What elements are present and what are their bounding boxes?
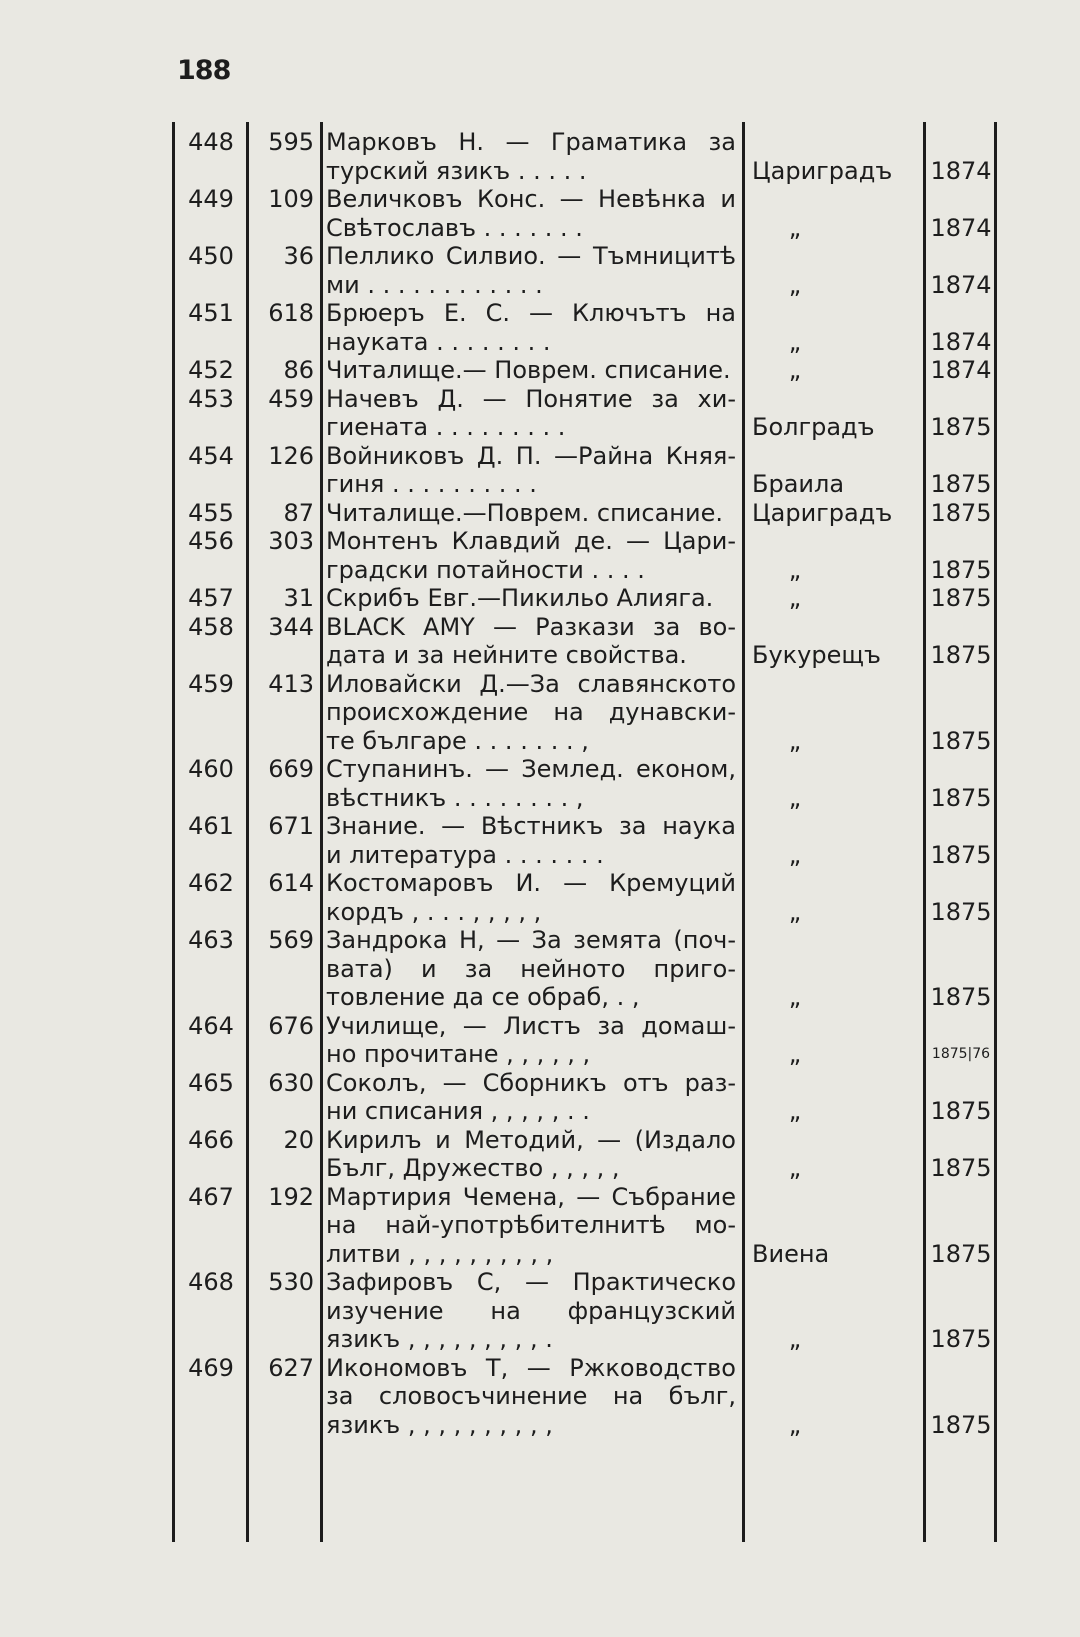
catalog-number: 459 [268, 384, 314, 413]
entry-number: 457 [188, 584, 234, 612]
entry-title-line: Скрибъ Евг.—Пикильо Алияга. [326, 584, 714, 612]
entry-number: 453 [188, 384, 234, 413]
table-row [0, 128, 1080, 185]
catalog-number: 31 [283, 584, 314, 612]
publication-year: 1875 [930, 641, 992, 669]
publication-place: „ [788, 555, 802, 584]
catalog-number: 126 [268, 441, 314, 470]
entry-title-line: Кирилъ и Методий, — (Издало [326, 1125, 736, 1154]
catalog-number: 614 [268, 869, 314, 897]
publication-place: Цариградъ [752, 156, 893, 185]
table-row [0, 1354, 1080, 1440]
table-row [0, 442, 1080, 499]
table-row [0, 1183, 1080, 1269]
publication-place: „ [788, 356, 802, 384]
publication-year: 1875 [930, 1154, 992, 1182]
entry-title-line: изучение на французский [326, 1296, 736, 1325]
entry-number: 451 [188, 299, 234, 327]
entry-number: 455 [188, 498, 234, 527]
entry-title-line: кордъ , . . . , , , , , [326, 897, 542, 926]
entry-title-line: гиня . . . . . . . . . . [326, 470, 537, 498]
catalog-number: 344 [268, 612, 314, 641]
entry-title-line: язикъ , , , , , , , , , , [326, 1410, 553, 1439]
entry-title-line: товление да се обраб, . , [326, 983, 640, 1011]
catalog-number: 627 [268, 1353, 314, 1382]
table-row [0, 242, 1080, 299]
entry-title-line: Иловайски Д.—За славянското [326, 669, 736, 698]
entry-title-line: вата) и за нейното приго- [326, 954, 736, 983]
publication-place: Болградъ [752, 413, 875, 441]
catalog-number: 569 [268, 926, 314, 954]
entry-number: 469 [188, 1353, 234, 1382]
entry-number: 462 [188, 869, 234, 897]
catalog-number: 630 [268, 1068, 314, 1097]
entry-title-line: но прочитане , , , , , , [326, 1040, 591, 1068]
table-row [0, 356, 1080, 385]
entry-title-line: Бълг, Дружество , , , , , [326, 1154, 620, 1182]
entry-title-line: градски потайности . . . . [326, 555, 645, 584]
entry-title-line: Читалище.— Поврем. списание. [326, 356, 731, 384]
entry-title-line: ми . . . . . . . . . . . . [326, 270, 543, 299]
publication-year: 1875 [930, 983, 992, 1011]
publication-year: 1874 [930, 327, 992, 356]
catalog-number: 669 [268, 755, 314, 783]
entry-title-line: Соколъ, — Сборникъ отъ раз- [326, 1068, 736, 1097]
entry-title-line: науката . . . . . . . . [326, 327, 551, 356]
publication-year: 1875 [930, 413, 992, 441]
entry-number: 464 [188, 1011, 234, 1040]
publication-place: Браила [752, 470, 845, 498]
publication-place: „ [788, 327, 802, 356]
entry-title-line: Монтенъ Клавдий де. — Цари- [326, 527, 736, 555]
entry-title-line: Свѣтославъ . . . . . . . [326, 213, 583, 242]
publication-year: 1874 [930, 270, 992, 299]
entry-number: 467 [188, 1182, 234, 1211]
catalog-number: 86 [283, 356, 314, 384]
table-row [0, 869, 1080, 926]
table-row [0, 584, 1080, 613]
table-row [0, 926, 1080, 1012]
publication-place: „ [788, 1325, 802, 1353]
entry-number: 449 [188, 185, 234, 213]
publication-year: 1875 [930, 726, 992, 755]
entry-number: 460 [188, 755, 234, 783]
table-row [0, 385, 1080, 442]
catalog-number: 192 [268, 1182, 314, 1211]
catalog-number: 671 [268, 812, 314, 840]
publication-year: 1875 [930, 897, 992, 926]
catalog-number: 109 [268, 185, 314, 213]
entry-title-line: Читалище.—Поврем. списание. [326, 498, 723, 527]
publication-place: „ [788, 213, 802, 242]
entry-title-line: Величковъ Конс. — Невѣнка и [326, 185, 736, 213]
entry-title-line: и литература . . . . . . . [326, 840, 604, 869]
table-row [0, 527, 1080, 584]
entry-title-line: те българе . . . . . . . , [326, 726, 589, 755]
publication-year: 1875 [930, 470, 992, 498]
entry-title-line: происхождение на дунавски- [326, 698, 736, 726]
publication-place: „ [788, 840, 802, 869]
publication-place: „ [788, 1410, 802, 1439]
publication-place: Цариградъ [752, 498, 893, 527]
entry-number: 448 [188, 128, 234, 156]
entry-title-line: BLACK AMY — Разкази за во- [326, 612, 736, 641]
catalog-number: 87 [283, 498, 314, 527]
entry-title-line: Костомаровъ И. — Кремуций [326, 869, 736, 897]
entry-number: 459 [188, 669, 234, 698]
entry-title-line: Брюеръ Е. С. — Ключътъ на [326, 299, 736, 327]
entry-number: 463 [188, 926, 234, 954]
entry-number: 465 [188, 1068, 234, 1097]
entry-number: 461 [188, 812, 234, 840]
entry-title-line: Начевъ Д. — Понятие за хи- [326, 384, 736, 413]
catalog-number: 36 [283, 242, 314, 270]
catalog-number: 530 [268, 1268, 314, 1296]
publication-year: 1875 [930, 840, 992, 869]
entry-title-line: Ступанинъ. — Землед. економ, [326, 755, 736, 783]
entry-title-line: Училище, — Листъ за домаш- [326, 1011, 736, 1040]
publication-place: „ [788, 270, 802, 299]
entry-title-line: Зандрока Н, — За земята (поч- [326, 926, 736, 954]
publication-place: „ [788, 983, 802, 1011]
publication-place: „ [788, 584, 802, 612]
entry-title-line: Икономовъ Т, — Ржководство [326, 1353, 736, 1382]
table-row [0, 755, 1080, 812]
entry-number: 456 [188, 527, 234, 555]
entry-number: 454 [188, 441, 234, 470]
publication-year: 1875 [930, 1097, 992, 1125]
entry-title-line: литви , , , , , , , , , , [326, 1239, 554, 1268]
publication-place: Виена [752, 1239, 830, 1268]
entry-title-line: за словосъчинение на бълг, [326, 1382, 736, 1410]
table-row [0, 812, 1080, 869]
publication-year: 1875 [930, 783, 992, 812]
publication-year: 1875 [930, 1410, 992, 1439]
entry-title-line: Зафировъ С, — Практическо [326, 1268, 736, 1296]
publication-year: 1874 [930, 156, 992, 185]
publication-place: „ [788, 1040, 802, 1068]
entry-title-line: Марковъ Н. — Граматика за [326, 128, 736, 156]
catalog-number: 618 [268, 299, 314, 327]
entry-title-line: ни списания , , , , , . . [326, 1097, 590, 1125]
publication-place: „ [788, 897, 802, 926]
table-row [0, 1268, 1080, 1354]
table-row [0, 185, 1080, 242]
publication-year: 1874 [930, 213, 992, 242]
entry-title-line: дата и за нейните свойства. [326, 641, 687, 669]
publication-year: 1875 [930, 584, 992, 612]
catalog-number: 303 [268, 527, 314, 555]
publication-year: 1875 [930, 498, 992, 527]
catalog-number: 413 [268, 669, 314, 698]
publication-year: 1874 [930, 356, 992, 384]
entry-title-line: Знание. — Вѣстникъ за наука [326, 812, 736, 840]
catalog-number: 595 [268, 128, 314, 156]
table-row [0, 499, 1080, 528]
entry-title-line: на най-употрѣбителнитѣ мо- [326, 1211, 736, 1239]
publication-year: 1875|76 [931, 1046, 991, 1062]
entry-number: 466 [188, 1125, 234, 1154]
table-row [0, 670, 1080, 756]
table-row [0, 1126, 1080, 1183]
entry-title-line: язикъ , , , , , , , , , . [326, 1325, 553, 1353]
publication-year: 1875 [930, 1325, 992, 1353]
catalog-number: 20 [283, 1125, 314, 1154]
entry-number: 450 [188, 242, 234, 270]
table-row [0, 1012, 1080, 1069]
publication-year: 1875 [930, 555, 992, 584]
publication-year: 1875 [930, 1239, 992, 1268]
entry-title-line: Пеллико Силвио. — Тъмницитѣ [326, 242, 736, 270]
entry-number: 468 [188, 1268, 234, 1296]
entry-title-line: турский язикъ . . . . . [326, 156, 587, 185]
publication-place: Букурещъ [752, 641, 881, 669]
page-number: 188 [177, 55, 231, 86]
entry-title-line: Мартирия Чемена, — Събрание [326, 1182, 736, 1211]
table-row [0, 613, 1080, 670]
entry-number: 458 [188, 612, 234, 641]
entry-title-line: вѣстникъ . . . . . . . . , [326, 783, 584, 812]
publication-place: „ [788, 783, 802, 812]
publication-place: „ [788, 726, 802, 755]
entry-title-line: гиената . . . . . . . . . [326, 413, 566, 441]
publication-place: „ [788, 1097, 802, 1125]
publication-place: „ [788, 1154, 802, 1182]
entry-number: 452 [188, 356, 234, 384]
entry-title-line: Войниковъ Д. П. —Райна Княя- [326, 441, 736, 470]
table-row [0, 1069, 1080, 1126]
catalog-number: 676 [268, 1011, 314, 1040]
table-row [0, 299, 1080, 356]
